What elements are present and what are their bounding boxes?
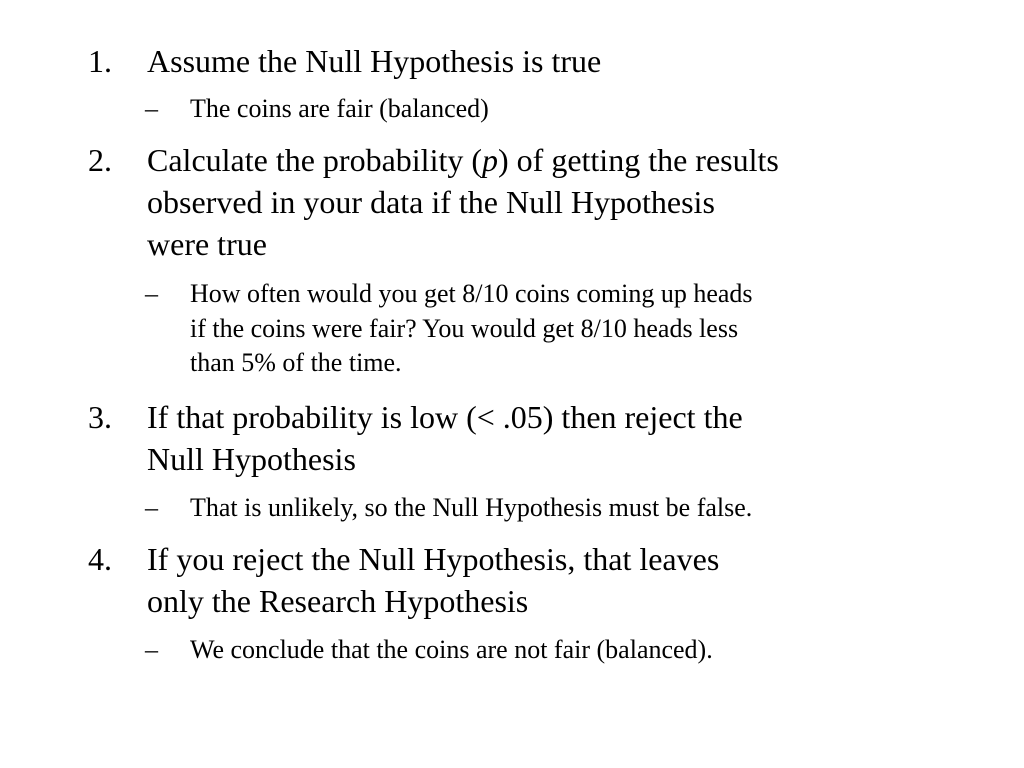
- subpoint-line: We conclude that the coins are not fair (balanced).: [190, 635, 713, 664]
- step-line: If you reject the Null Hypothesis, that leaves: [147, 541, 720, 577]
- subpoint-text: [190, 92, 945, 127]
- step-1-subpoint: [145, 92, 945, 127]
- subpoint-text: [190, 633, 945, 668]
- step-text: [147, 40, 948, 82]
- step-line: Null Hypothesis: [147, 441, 356, 477]
- step-4-subpoint: [145, 633, 945, 668]
- dash-bullet: –: [145, 94, 158, 123]
- p-symbol: p: [482, 142, 498, 178]
- step-2: [88, 139, 948, 265]
- step-1: [88, 40, 948, 82]
- dash-bullet: –: [145, 635, 158, 664]
- step-3-subpoint: [145, 491, 945, 526]
- step-number: 2.: [88, 142, 112, 178]
- dash-bullet: –: [145, 279, 158, 308]
- step-line: Assume the Null Hypothesis is true: [147, 43, 602, 79]
- step-text: [147, 139, 948, 265]
- step-number: 3.: [88, 399, 112, 435]
- subpoint-text: [190, 277, 945, 381]
- step-line: If that probability is low (< .05) then reject the: [147, 399, 743, 435]
- step-line: only the Research Hypothesis: [147, 583, 529, 619]
- subpoint-line: How often would you get 8/10 coins coming up heads: [190, 279, 753, 308]
- subpoint-line: The coins are fair (balanced): [190, 94, 489, 123]
- subpoint-line: That is unlikely, so the Null Hypothesis must be false.: [190, 493, 753, 522]
- step-3: [88, 396, 948, 480]
- step-number: 1.: [88, 43, 112, 79]
- step-line: [147, 139, 948, 181]
- step-text: [147, 396, 948, 480]
- step-number: 4.: [88, 541, 112, 577]
- step-text: [147, 538, 948, 622]
- step-line: observed in your data if the Null Hypothesis: [147, 184, 715, 220]
- step-line-start: Calculate the probability (: [147, 142, 482, 178]
- step-line: were true: [147, 226, 267, 262]
- step-2-subpoint: [145, 277, 945, 381]
- step-line-end: ) of getting the results: [498, 142, 779, 178]
- subpoint-text: [190, 491, 945, 526]
- dash-bullet: –: [145, 493, 158, 522]
- subpoint-line: than 5% of the time.: [190, 348, 402, 377]
- step-4: [88, 538, 948, 622]
- subpoint-line: if the coins were fair? You would get 8/10 heads less: [190, 313, 739, 343]
